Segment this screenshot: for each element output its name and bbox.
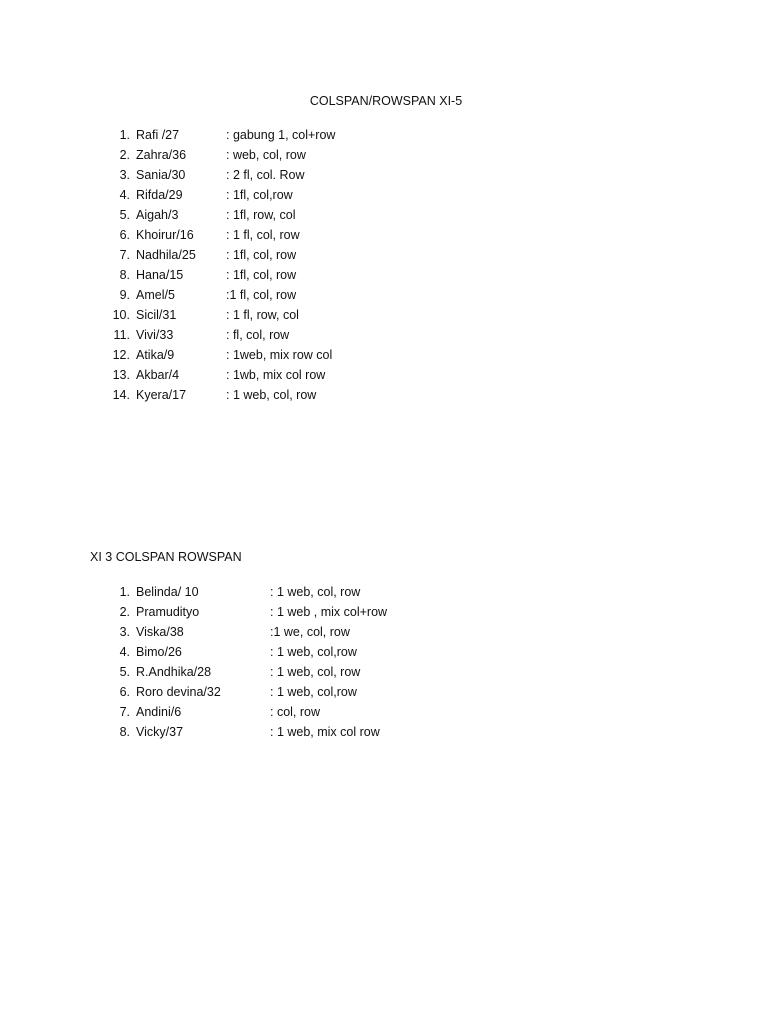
item-name: Pramudityo xyxy=(136,605,200,619)
item-note: : 1 fl, col, row xyxy=(226,228,300,242)
item-note: : gabung 1, col+row xyxy=(226,128,336,142)
item-number: 3. xyxy=(119,625,130,639)
item-number: 4. xyxy=(119,645,130,659)
item-note: : 1fl, row, col xyxy=(226,208,296,222)
item-number: 8. xyxy=(119,725,130,739)
item-number: 1. xyxy=(119,128,130,142)
item-note: : 1fl, col, row xyxy=(226,268,297,282)
item-note: : 1 web, mix col row xyxy=(270,725,380,739)
item-number: 6. xyxy=(119,685,130,699)
item-note: : fl, col, row xyxy=(226,328,290,342)
item-name: Sicil/31 xyxy=(136,308,177,322)
item-number: 1. xyxy=(119,585,130,599)
item-note: : 1wb, mix col row xyxy=(226,368,326,382)
item-number: 9. xyxy=(119,288,130,302)
item-number: 8. xyxy=(119,268,130,282)
item-name: Rifda/29 xyxy=(136,188,183,202)
item-number: 2. xyxy=(119,148,130,162)
item-note: : 1fl, col,row xyxy=(226,188,293,202)
item-note: : 1 web, col,row xyxy=(270,645,357,659)
item-note: : 1fl, col, row xyxy=(226,248,297,262)
item-number: 11. xyxy=(113,328,130,342)
item-name: Aigah/3 xyxy=(136,208,179,222)
item-name: Hana/15 xyxy=(136,268,184,282)
item-number: 14. xyxy=(112,388,130,402)
item-number: 7. xyxy=(119,248,130,262)
item-note: : web, col, row xyxy=(226,148,306,162)
item-name: Kyera/17 xyxy=(136,388,187,402)
section1-title: COLSPAN/ROWSPAN XI-5 xyxy=(309,94,463,108)
item-name: Akbar/4 xyxy=(136,368,180,382)
item-number: 4. xyxy=(119,188,130,202)
item-note: : 1 web, col, row xyxy=(270,665,361,679)
item-number: 5. xyxy=(119,208,130,222)
item-note: : 1 web, col, row xyxy=(270,585,361,599)
item-name: Khoirur/16 xyxy=(136,228,194,242)
item-name: Viska/38 xyxy=(136,625,184,639)
item-name: Andini/6 xyxy=(136,705,182,719)
item-name: R.Andhika/28 xyxy=(136,665,212,679)
item-name: Sania/30 xyxy=(136,168,186,182)
item-name: Vivi/33 xyxy=(136,328,174,342)
item-number: 13. xyxy=(112,368,130,382)
item-name: Zahra/36 xyxy=(136,148,187,162)
item-note: : 1web, mix row col xyxy=(226,348,333,362)
item-note: :1 fl, col, row xyxy=(226,288,297,302)
item-name: Vicky/37 xyxy=(136,725,184,739)
item-number: 7. xyxy=(119,705,130,719)
item-note: :1 we, col, row xyxy=(270,625,350,639)
item-name: Nadhila/25 xyxy=(136,248,196,262)
item-number: 10. xyxy=(112,308,130,322)
item-number: 2. xyxy=(119,605,130,619)
item-note: : 1 web, col,row xyxy=(270,685,357,699)
item-name: Rafi /27 xyxy=(136,128,180,142)
item-name: Roro devina/32 xyxy=(136,685,221,699)
item-number: 6. xyxy=(119,228,130,242)
item-note: : 1 fl, row, col xyxy=(226,308,299,322)
item-note: : col, row xyxy=(270,705,321,719)
item-name: Amel/5 xyxy=(136,288,175,302)
section2-title: XI 3 COLSPAN ROWSPAN xyxy=(90,550,242,564)
item-number: 5. xyxy=(119,665,130,679)
item-name: Bimo/26 xyxy=(136,645,182,659)
item-note: : 1 web , mix col+row xyxy=(270,605,388,619)
item-number: 3. xyxy=(119,168,130,182)
item-name: Belinda/ 10 xyxy=(136,585,199,599)
item-note: : 1 web, col, row xyxy=(226,388,317,402)
item-name: Atika/9 xyxy=(136,348,175,362)
item-note: : 2 fl, col. Row xyxy=(226,168,305,182)
item-number: 12. xyxy=(112,348,130,362)
